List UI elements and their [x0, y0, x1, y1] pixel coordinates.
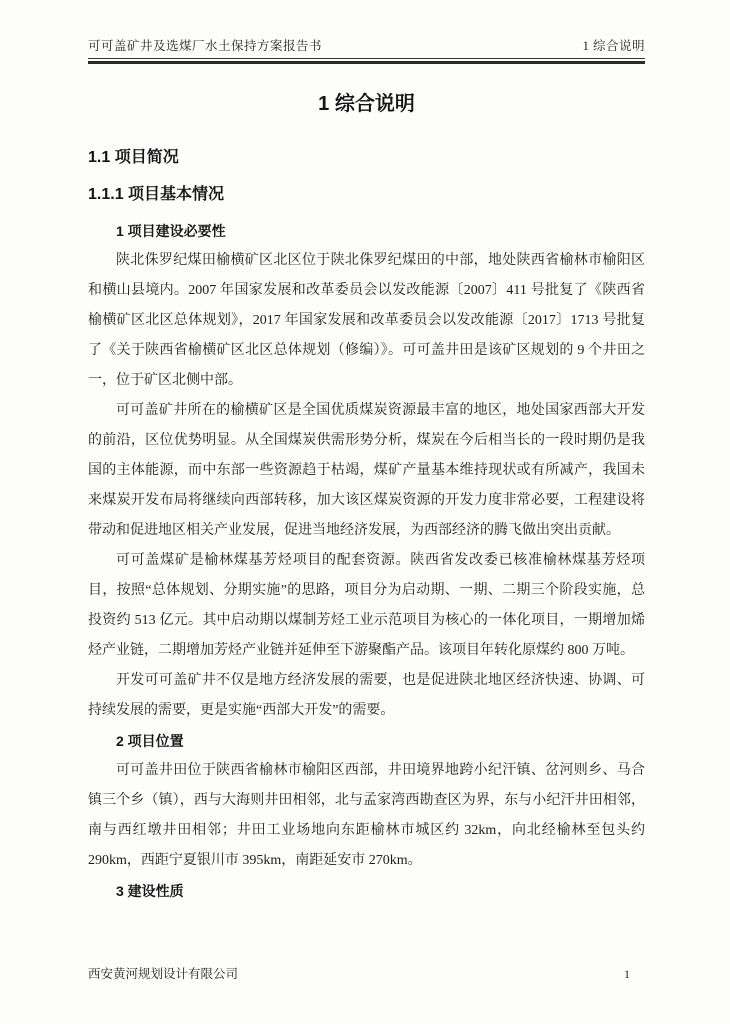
- subheading-project-location: 2 项目位置: [116, 733, 184, 749]
- running-header: [88, 36, 645, 56]
- section-heading-1-1: 1.1 项目简况: [88, 149, 179, 166]
- paragraph-aromatics-project: 可可盖煤矿是榆林煤基芳烃项目的配套资源。陕西省发改委已核准榆林煤基芳烃项目，按照“总体规划、分期实施”的思路，项目分为启动期、一期、二期三个阶段实施，总投资约 513 亿元。其中启动期以煤制芳烃工业示范项目为核心的一体化项目，一期增加烯烃产业链，二期增加芳烃产业链并延伸至下游聚酯产品。该项目年转化原煤约 800 万吨。: [88, 553, 645, 658]
- document-body: [88, 216, 645, 906]
- paragraph-development-need: 开发可可盖矿井不仅是地方经济发展的需要，也是促进陕北地区经济快速、协调、可持续发展的需要，更是实施“西部大开发”的需要。: [88, 673, 645, 718]
- subheading-project-necessity: 1 项目建设必要性: [116, 223, 226, 239]
- header-chapter-label: 1 综合说明: [582, 39, 645, 53]
- chapter-title: 1 综合说明: [318, 93, 415, 115]
- header-document-title: 可可盖矿井及选煤厂水土保持方案报告书: [88, 39, 323, 53]
- header-rule-thick: [88, 61, 645, 64]
- footer-page-number: 1: [624, 967, 630, 981]
- paragraph-location-detail: 可可盖井田位于陕西省榆林市榆阳区西部，井田境界地跨小纪汗镇、岔河则乡、马合镇三个乡（镇），西与大海则井田相邻，北与孟家湾西勘查区为界，东与小纪汗井田相邻，南与西红墩井田相邻；井田工业场地向东距榆林市城区约 32km，向北经榆林至包头约 290km，西距宁夏银川市 395km，南距延安市 270km。: [88, 763, 645, 868]
- header-rule-thin: [88, 58, 645, 59]
- running-footer: [88, 964, 630, 982]
- paragraph-coal-resource-development: 可可盖矿井所在的榆横矿区是全国优质煤炭资源最丰富的地区，地处国家西部大开发的前沿，区位优势明显。从全国煤炭供需形势分析，煤炭在今后相当长的一段时期仍是我国的主体能源，而中东部一些资源趋于枯竭，煤矿产量基本维持现状或有所减产，我国未来煤炭开发布局将继续向西部转移，加大该区煤炭资源的开发力度非常必要，工程建设将带动和促进地区相关产业发展，促进当地经济发展，为西部经济的腾飞做出突出贡献。: [88, 403, 645, 538]
- paragraph-mine-area-overview: 陕北侏罗纪煤田榆横矿区北区位于陕北侏罗纪煤田的中部，地处陕西省榆林市榆阳区和横山县境内。2007 年国家发展和改革委员会以发改能源〔2007〕411 号批复了《陕西省榆横矿区北区总体规划》，2017 年国家发展和改革委员会以发改能源〔2017〕1713 号批复了《关于陕西省榆横矿区北区总体规划（修编）》。可可盖井田是该矿区规划的 9 个井田之一，位于矿区北侧中部。: [88, 253, 645, 388]
- subheading-construction-nature: 3 建设性质: [116, 883, 184, 899]
- section-heading-1-1-1: 1.1.1 项目基本情况: [88, 186, 225, 203]
- footer-company-name: 西安黄河规划设计有限公司: [88, 967, 239, 981]
